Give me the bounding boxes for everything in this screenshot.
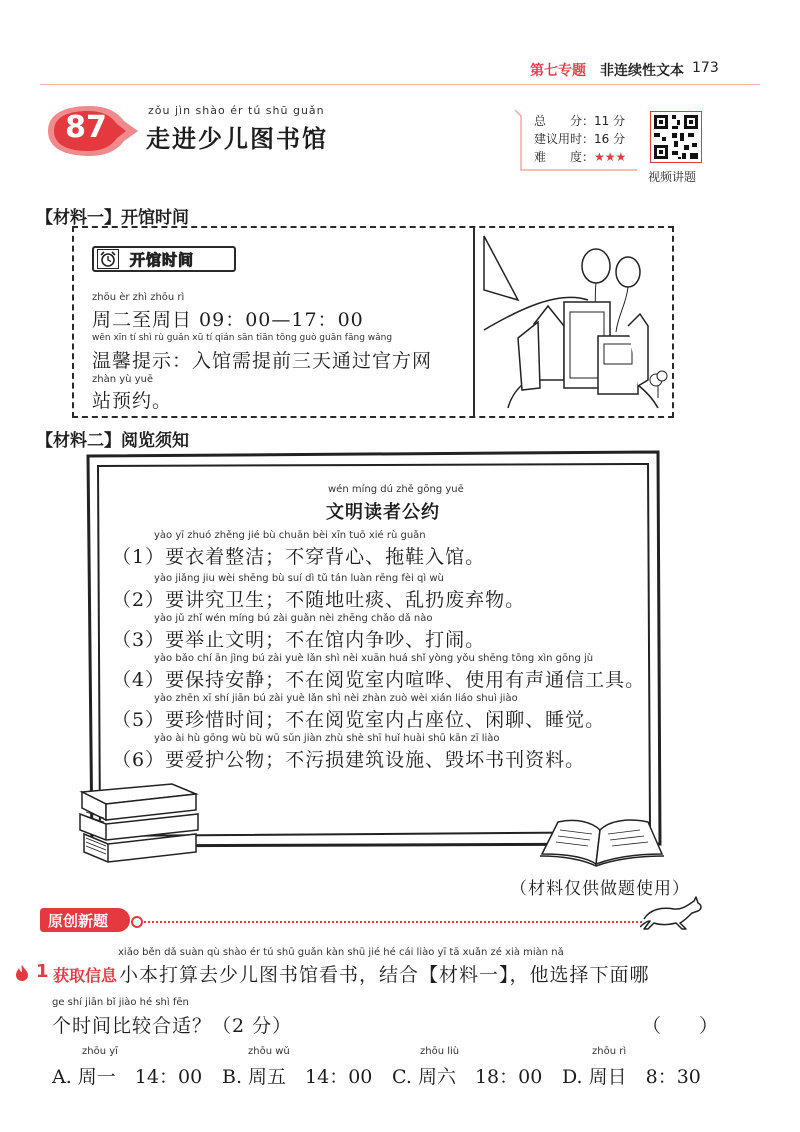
tip-pinyin-1: wēn xīn tí shì rù guǎn xū tí qián sān tiān tōng guò guān fāng wǎng: [92, 333, 393, 343]
book-stack-illustration: [76, 772, 202, 868]
rule-text: （5）要珍惜时间；不在阅览室内占座位、闲聊、睡觉。: [112, 709, 606, 731]
question-number: 1: [36, 961, 49, 982]
option-d[interactable]: D. 周日 8：30: [562, 1066, 701, 1088]
fire-icon: [15, 964, 29, 982]
section-label: 原创新题: [48, 912, 109, 930]
question-text-line2: 个时间比较合适？（2 分）: [52, 1015, 293, 1037]
tip-text-1: 温馨提示：入馆需提前三天通过官方网: [92, 350, 433, 372]
opening-hours-text: 周二至周日 09：00—17：00: [92, 309, 364, 331]
alarm-clock-icon: [97, 249, 119, 269]
title-pinyin: zǒu jìn shào ér tú shū guǎn: [148, 104, 325, 117]
question-tag: 获取信息: [53, 966, 118, 985]
opening-hours-label: 开馆时间: [130, 251, 195, 269]
rule-text: （3）要举止文明；不在馆内争吵、打闹。: [112, 629, 486, 651]
section-dotted-line: [144, 921, 642, 923]
board-title-pinyin: wén míng dú zhě gōng yuē: [328, 484, 464, 495]
lesson-title: 走进少儿图书馆: [146, 125, 328, 153]
suggested-time: 建议用时：16 分: [534, 132, 626, 146]
open-book-illustration: [536, 812, 666, 868]
tip-pinyin-2: zhàn yù yuē: [92, 374, 154, 385]
page-number: 173: [692, 60, 719, 76]
section-dot: [131, 916, 143, 928]
q1-pinyin-line1: xiǎo běn dǎ suàn qù shào ér tú shū guǎn kàn shū jié hé cái liào yī tā xuǎn zé xià miàn nǎ: [118, 947, 564, 958]
header-rule: [40, 84, 760, 85]
material-note: （材料仅供做题使用）: [510, 879, 690, 899]
option-a-pinyin: zhōu yī: [82, 1046, 118, 1057]
answer-blank[interactable]: （ ）: [642, 1015, 719, 1037]
rule-pinyin: yào yī zhuó zhěng jié bù chuān bèi xīn tuō xié rù guǎn: [154, 530, 426, 541]
option-b-pinyin: zhōu wǔ: [248, 1046, 290, 1057]
video-label: 视频讲题: [648, 170, 697, 184]
total-score: 总 分：11 分: [534, 114, 626, 128]
difficulty-label: 难 度：: [534, 150, 595, 164]
hours-pinyin: zhōu èr zhì zhōu rì: [92, 292, 185, 303]
rule-pinyin: yào jiǎng jiu wèi shēng bù suí dì tǔ tán luàn rēng fèi qì wù: [154, 573, 444, 584]
rule-pinyin: yào ài hù gōng wù bù wū sǔn jiàn zhù shè shī huǐ huài shū kān zī liào: [154, 733, 500, 744]
material2-title: 【材料二】阅览须知: [36, 431, 189, 451]
books-balloons-illustration: [478, 230, 670, 414]
question-text-line1: 小本打算去少儿图书馆看书，结合【材料一】，他选择下面哪: [119, 964, 650, 986]
rule-text: （6）要爱护公物；不污损建筑设施、毁坏书刊资料。: [112, 749, 586, 771]
q1-pinyin-line2: ge shí jiān bǐ jiào hé shì fēn: [52, 997, 189, 1008]
difficulty: [534, 148, 626, 165]
rule-text: （4）要保持安静；不在阅览室内喧哗、使用有声通信工具。: [112, 669, 646, 691]
difficulty-stars: ★★★: [594, 150, 627, 164]
rule-text: （2）要讲究卫生；不随地吐痰、乱扔废弃物。: [112, 589, 526, 611]
material1-title: 【材料一】开馆时间: [36, 208, 189, 228]
material1-divider: [473, 226, 475, 418]
option-b[interactable]: B. 周五 14：00: [222, 1066, 373, 1088]
chapter-header: 非连续性文本: [600, 63, 684, 79]
running-cat-icon: [640, 895, 704, 931]
rule-pinyin: yào jǔ zhǐ wén míng bú zài guǎn nèi zhēng chǎo dǎ nào: [154, 613, 433, 624]
section-header: 第七专题: [530, 63, 586, 79]
option-c-pinyin: zhōu liù: [420, 1046, 460, 1057]
rule-text: （1）要衣着整洁；不穿背心、拖鞋入馆。: [112, 546, 486, 568]
lesson-number: 87: [65, 110, 107, 145]
qr-code-icon[interactable]: [650, 111, 702, 163]
option-c[interactable]: C. 周六 18：00: [392, 1066, 543, 1088]
rule-pinyin: yào bǎo chí ān jìng bú zài yuè lǎn shì nèi xuān huá shǐ yòng yǒu shēng tōng xìn gōng jù: [154, 653, 594, 664]
option-d-pinyin: zhōu rì: [592, 1046, 627, 1057]
rule-pinyin: yào zhēn xī shí jiān bú zài yuè lǎn shì nèi zhàn zuò wèi xián liáo shuì jiào: [154, 693, 518, 704]
option-a[interactable]: A. 周一 14：00: [52, 1066, 203, 1088]
board-title: 文明读者公约: [326, 502, 440, 523]
tip-text-2: 站预约。: [92, 390, 173, 412]
